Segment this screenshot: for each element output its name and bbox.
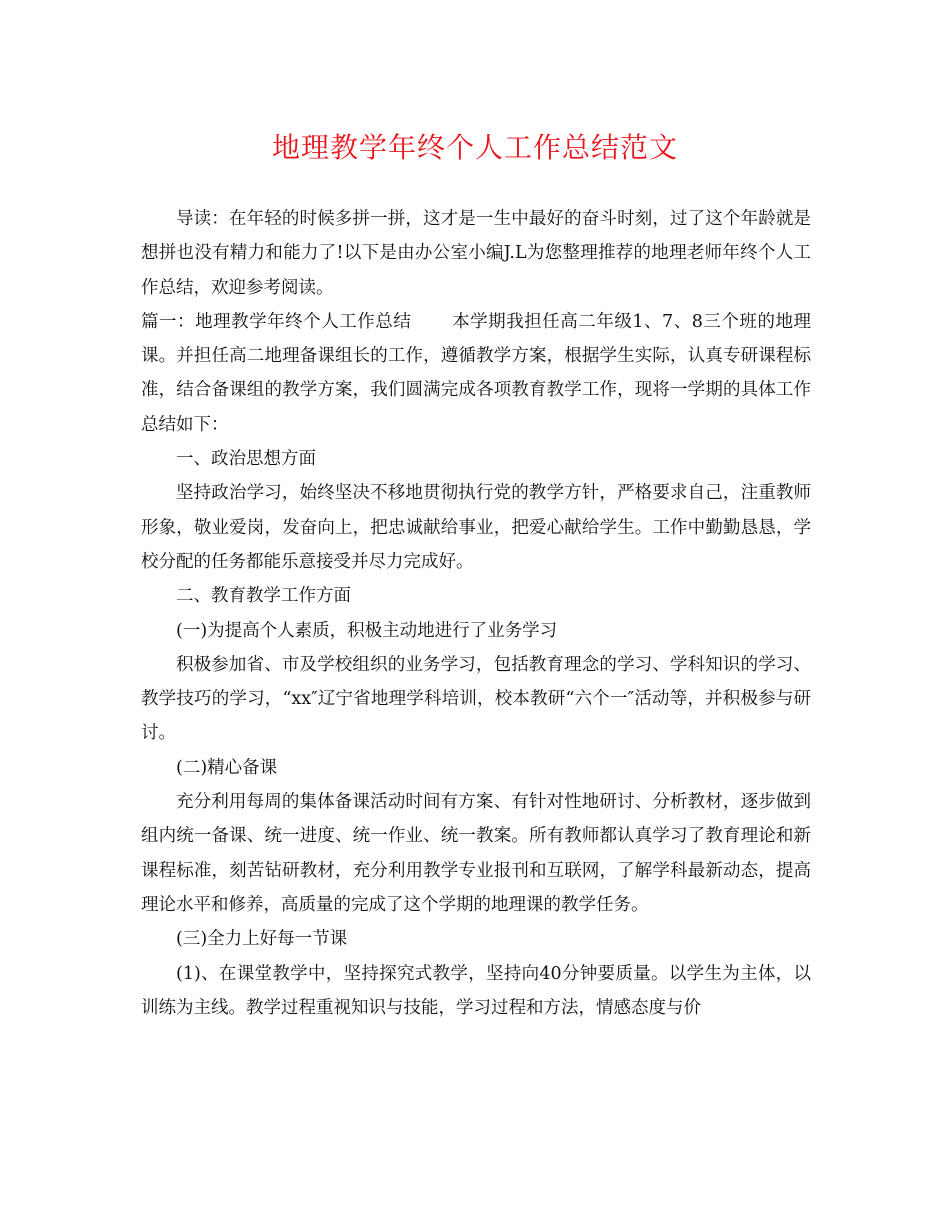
study-paragraph: 积极参加省、市及学校组织的业务学习，包括教育理念的学习、学科知识的学习、教学技巧的学习，“xx″辽宁省地理学科培训，校本教研“六个一″活动等，并积极参与研讨。 (141, 654, 811, 744)
politics-paragraph: 坚持政治学习，始终坚决不移地贯彻执行党的教学方针，严格要求自己，注重教师形象，敬业爱岗，发奋向上，把忠诚献给事业，把爱心献给学生。工作中勤勤恳恳，学校分配的任务都能乐意接受并尽力完成好。 (141, 483, 811, 572)
section-heading-teaching: 二、教育教学工作方面 (176, 586, 351, 607)
subsection-heading-study: (一)为提高个人素质，积极主动地进行了业务学习 (176, 620, 558, 641)
chapter-one-paragraph (141, 305, 811, 442)
subsection-heading-lessons: (三)全力上好每一节课 (176, 929, 348, 950)
subsection-heading-prep: (二)精心备课 (176, 757, 278, 778)
section-heading-politics: 一、政治思想方面 (176, 449, 316, 470)
prep-paragraph: 充分利用每周的集体备课活动时间有方案、有针对性地研讨、分析教材，逐步做到组内统一备课、统一进度、统一作业、统一教案。所有教师都认真学习了教育理论和新课程标准，刻苦钻研教材，充分利用教学专业报刊和互联网，了解学科最新动态，提高理论水平和修养，高质量的完成了这个学期的地理课的教学任务。 (141, 792, 811, 915)
intro-paragraph: 导读：在年轻的时候多拼一拼，这才是一生中最好的奋斗时刻，过了这个年龄就是想拼也没有精力和能力了!以下是由办公室小编J.L为您整理推荐的地理老师年终个人工作总结，欢迎参考阅读。 (141, 209, 811, 298)
document-title: 地理教学年终个人工作总结范文 (271, 131, 678, 164)
document-body (141, 202, 811, 1025)
chapter-one-heading: 篇一：地理教学年终个人工作总结 (141, 311, 412, 332)
lessons-paragraph: (1)、在课堂教学中，坚持探究式教学，坚持向40分钟要质量。以学生为主体，以训练为主线。教学过程重视知识与技能，学习过程和方法，情感态度与价 (141, 963, 811, 1018)
chapter-one-text: 本学期我担任高二年级1、7、8三个班的地理课。并担任高二地理备课组长的工作，遵循教学方案，根据学生实际，认真专研课程标准，结合备课组的教学方案，我们圆满完成各项教育教学工作，现将一学期的具体工作总结如下： (141, 311, 812, 435)
